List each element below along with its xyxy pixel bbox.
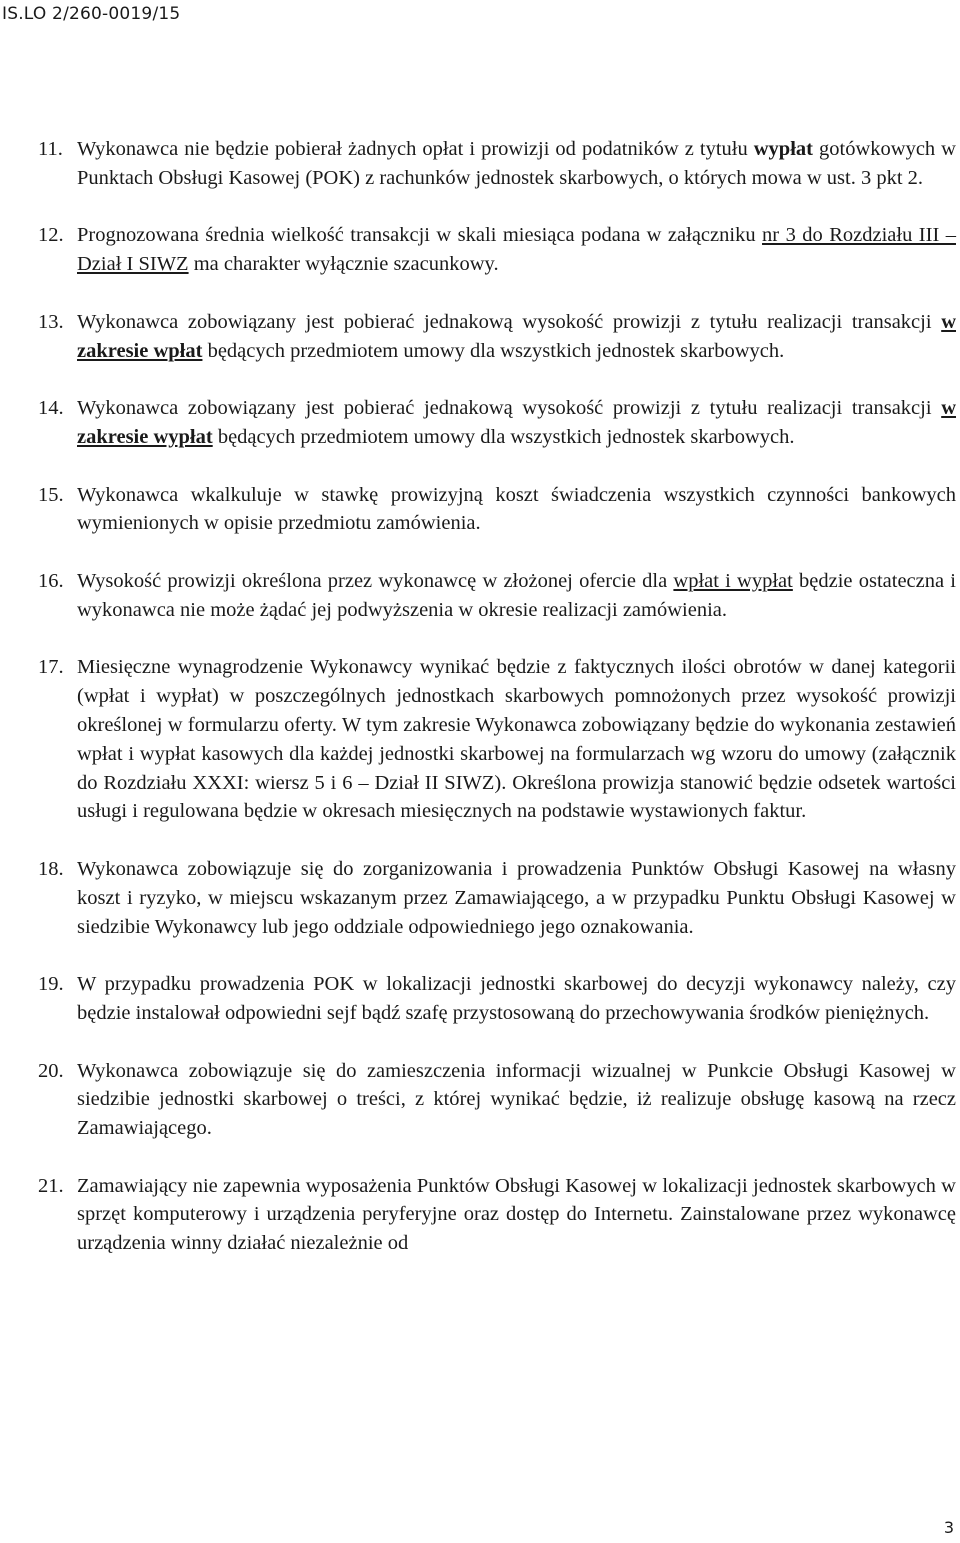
item-number: 13. xyxy=(38,310,64,333)
item-text xyxy=(77,970,956,1028)
item-text xyxy=(77,481,956,539)
item-text xyxy=(77,1172,956,1258)
text-segment: W przypadku prowadzenia POK w lokalizacji jednostki skarbowej do decyzji wykonawcy należy, czy będzie instalował odpowiedni sejf bądź szafę przystosowaną do przechowywania środków pieniężnych. xyxy=(77,973,956,1024)
item-number: 20. xyxy=(38,1059,64,1082)
list-item xyxy=(38,481,956,539)
item-number: 21. xyxy=(38,1174,64,1197)
text-segment: Wysokość prowizji określona przez wykonawcę w złożonej ofercie dla xyxy=(77,569,674,592)
text-segment: będących przedmiotem umowy dla wszystkich jednostek skarbowych. xyxy=(202,339,785,362)
list-item xyxy=(38,221,956,279)
item-text xyxy=(77,394,956,452)
list-item xyxy=(38,970,956,1028)
item-number: 16. xyxy=(38,569,64,592)
document-body xyxy=(38,135,956,1287)
text-segment: Zamawiający nie zapewnia wyposażenia Punktów Obsługi Kasowej w lokalizacji jednostek skarbowych w sprzęt komputerowy i urządzenia peryferyjne oraz dostęp do Internetu. Zainstalowane przez wykonawcę urządzenia winny działać niezależnie od xyxy=(77,1174,956,1255)
item-number: 17. xyxy=(38,656,64,679)
emphasized-text: wpłat i wypłat xyxy=(673,569,793,592)
item-text xyxy=(77,653,956,826)
text-segment: Wykonawca zobowiązuje się do zorganizowania i prowadzenia Punktów Obsługi Kasowej na własny koszt i ryzyko, w miejscu wskazanym przez Zamawiającego, a w przypadku Punktu Obsługi Kasowej w siedzibie Wykonawcy lub jego oddziale odpowiedniego jego oznakowania. xyxy=(77,857,956,938)
list-item xyxy=(38,308,956,366)
item-text xyxy=(77,221,956,279)
list-item xyxy=(38,394,956,452)
text-segment: Wykonawca wkalkuluje w stawkę prowizyjną koszt świadczenia wszystkich czynności bankowych wymienionych w opisie przedmiotu zamówienia. xyxy=(77,483,956,535)
item-text xyxy=(77,135,956,193)
emphasized-text: nr 3 do Rozdziału III – Dział I SIWZ xyxy=(77,224,956,276)
text-segment: będących przedmiotem umowy dla wszystkich jednostek skarbowych. xyxy=(212,425,795,448)
item-text xyxy=(77,308,956,366)
document-reference: IS.LO 2/260-0019/15 xyxy=(2,4,181,24)
page-number: 3 xyxy=(943,1518,954,1537)
item-number: 19. xyxy=(38,973,64,996)
item-number: 14. xyxy=(38,397,64,420)
text-segment: Wykonawca zobowiązany jest pobierać jednakową wysokość prowizji z tytułu realizacji transakcji xyxy=(77,397,942,420)
list-item xyxy=(38,653,956,826)
list-item xyxy=(38,855,956,941)
item-number: 15. xyxy=(38,483,64,506)
list-item xyxy=(38,1172,956,1258)
item-text xyxy=(77,567,956,625)
item-text xyxy=(77,1057,956,1143)
text-segment: ma charakter wyłącznie szacunkowy. xyxy=(188,253,499,276)
emphasized-text: w zakresie wypłat xyxy=(77,397,956,448)
list-item xyxy=(38,1057,956,1143)
list-item xyxy=(38,135,956,193)
item-number: 18. xyxy=(38,857,64,880)
text-segment: Wykonawca zobowiązany jest pobierać jednakową wysokość prowizji z tytułu realizacji transakcji xyxy=(77,310,942,333)
emphasized-text: wypłat xyxy=(753,138,813,160)
emphasized-text: w zakresie wpłat xyxy=(77,310,956,362)
item-number: 12. xyxy=(38,224,64,247)
item-number: 11. xyxy=(38,138,63,160)
text-segment: gotówkowych w Punktach Obsługi Kasowej (POK) z rachunków jednostek skarbowych, o których mowa w ust. 3 pkt 2. xyxy=(77,138,956,189)
text-segment: Wykonawca zobowiązuje się do zamieszczenia informacji wizualnej w Punkcie Obsługi Kasowej w siedzibie jednostki skarbowej o treści, z której wynikać będzie, iż realizuje obsługę kasową na rzecz Zamawiającego. xyxy=(77,1059,956,1140)
item-text xyxy=(77,855,956,941)
text-segment: Wykonawca nie będzie pobierał żadnych opłat i prowizji od podatników z tytułu xyxy=(77,138,754,160)
text-segment: będzie ostateczna i wykonawca nie może żądać jej podwyższenia w okresie realizacji zamówienia. xyxy=(77,569,956,621)
text-segment: Prognozowana średnia wielkość transakcji w skali miesiąca podana w załączniku xyxy=(77,224,763,247)
text-segment: Miesięczne wynagrodzenie Wykonawcy wynikać będzie z faktycznych ilości obrotów w danej kategorii (wpłat i wypłat) w poszczególnych jednostkach skarbowych pomnożonych przez wysokość prowizji określonej w formularzu oferty. W tym zakresie Wykonawca zobowiązany będzie do wykonania zestawień wpłat i wypłat kasowych dla każdej jednostki skarbowej na formularzach wg wzoru do umowy (załącznik do Rozdziału XXXI: wiersz 5 i 6 – Dział II SIWZ). Określona prowizja stanowić będzie odsetek wartości usługi i regulowana będzie w okresach miesięcznych na podstawie wystawionych faktur. xyxy=(77,656,956,823)
list-item xyxy=(38,567,956,625)
